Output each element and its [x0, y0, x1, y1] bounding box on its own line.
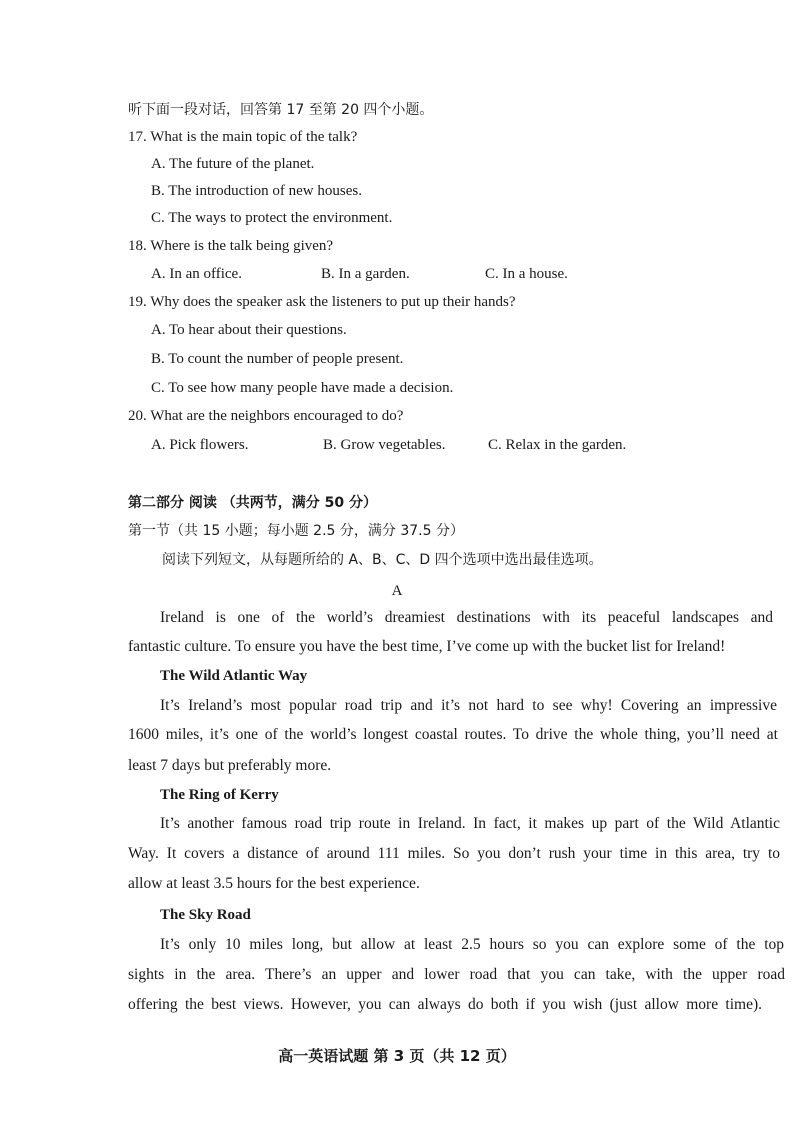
- reading-section-title: 第一节（共 15 小题；每小题 2.5 分，满分 37.5 分）: [128, 523, 464, 539]
- question-17-option-b: B. The introduction of new houses.: [151, 183, 362, 199]
- sky-road-line-3: offering the best views. However, you can always do both if you wish (just allow more time).: [128, 996, 762, 1013]
- reading-part-title: 第二部分 阅读 （共两节，满分 50 分）: [128, 495, 377, 511]
- question-19-option-b: B. To count the number of people present.: [151, 351, 404, 367]
- wild-atlantic-line-1: It’s Ireland’s most popular road trip and it’s not hard to see why! Covering an impressive: [160, 697, 777, 714]
- question-20-option-a: A. Pick flowers.: [151, 437, 249, 453]
- section-heading-ring-of-kerry: The Ring of Kerry: [160, 787, 279, 803]
- ring-of-kerry-line-3: allow at least 3.5 hours for the best experience.: [128, 875, 420, 892]
- intro-line-2: fantastic culture. To ensure you have the best time, I’ve come up with the bucket list for Ireland!: [128, 638, 726, 655]
- section-heading-wild-atlantic-way: The Wild Atlantic Way: [160, 668, 308, 684]
- reading-instruction: 阅读下列短文，从每题所给的 A、B、C、D 四个选项中选出最佳选项。: [162, 552, 603, 568]
- passage-label: A: [391, 583, 403, 599]
- intro-line-1: Ireland is one of the world’s dreamiest destinations with its peaceful landscapes and: [160, 609, 773, 626]
- question-17-option-c: C. The ways to protect the environment.: [151, 210, 393, 226]
- question-19-stem: 19. Why does the speaker ask the listeners to put up their hands?: [128, 294, 516, 310]
- listening-instruction: 听下面一段对话，回答第 17 至第 20 四个小题。: [128, 102, 434, 118]
- question-17-stem: 17. What is the main topic of the talk?: [128, 129, 358, 145]
- ring-of-kerry-line-2: Way. It covers a distance of around 111 miles. So you don’t rush your time in this area, try to: [128, 845, 780, 862]
- question-20-option-c: C. Relax in the garden.: [488, 437, 627, 453]
- question-20-option-b: B. Grow vegetables.: [323, 437, 446, 453]
- ring-of-kerry-line-1: It’s another famous road trip route in Ireland. In fact, it makes up part of the Wild Atlantic: [160, 815, 780, 832]
- sky-road-line-1: It’s only 10 miles long, but allow at least 2.5 hours so you can explore some of the top: [160, 936, 784, 953]
- question-19-option-c: C. To see how many people have made a decision.: [151, 380, 454, 396]
- question-18-option-a: A. In an office.: [151, 266, 242, 282]
- sky-road-line-2: sights in the area. There’s an upper and lower road that you can take, with the upper road: [128, 966, 785, 983]
- section-heading-sky-road: The Sky Road: [160, 907, 251, 923]
- page-footer: 高一英语试题 第 3 页（共 12 页）: [278, 1047, 516, 1065]
- question-18-option-c: C. In a house.: [485, 266, 568, 282]
- question-17-option-a: A. The future of the planet.: [151, 156, 315, 172]
- question-19-option-a: A. To hear about their questions.: [151, 322, 347, 338]
- wild-atlantic-line-2: 1600 miles, it’s one of the world’s longest coastal routes. To drive the whole thing, you’ll need at: [128, 726, 778, 743]
- question-18-option-b: B. In a garden.: [321, 266, 410, 282]
- wild-atlantic-line-3: least 7 days but preferably more.: [128, 757, 332, 774]
- question-18-stem: 18. Where is the talk being given?: [128, 238, 334, 254]
- question-20-stem: 20. What are the neighbors encouraged to do?: [128, 408, 404, 424]
